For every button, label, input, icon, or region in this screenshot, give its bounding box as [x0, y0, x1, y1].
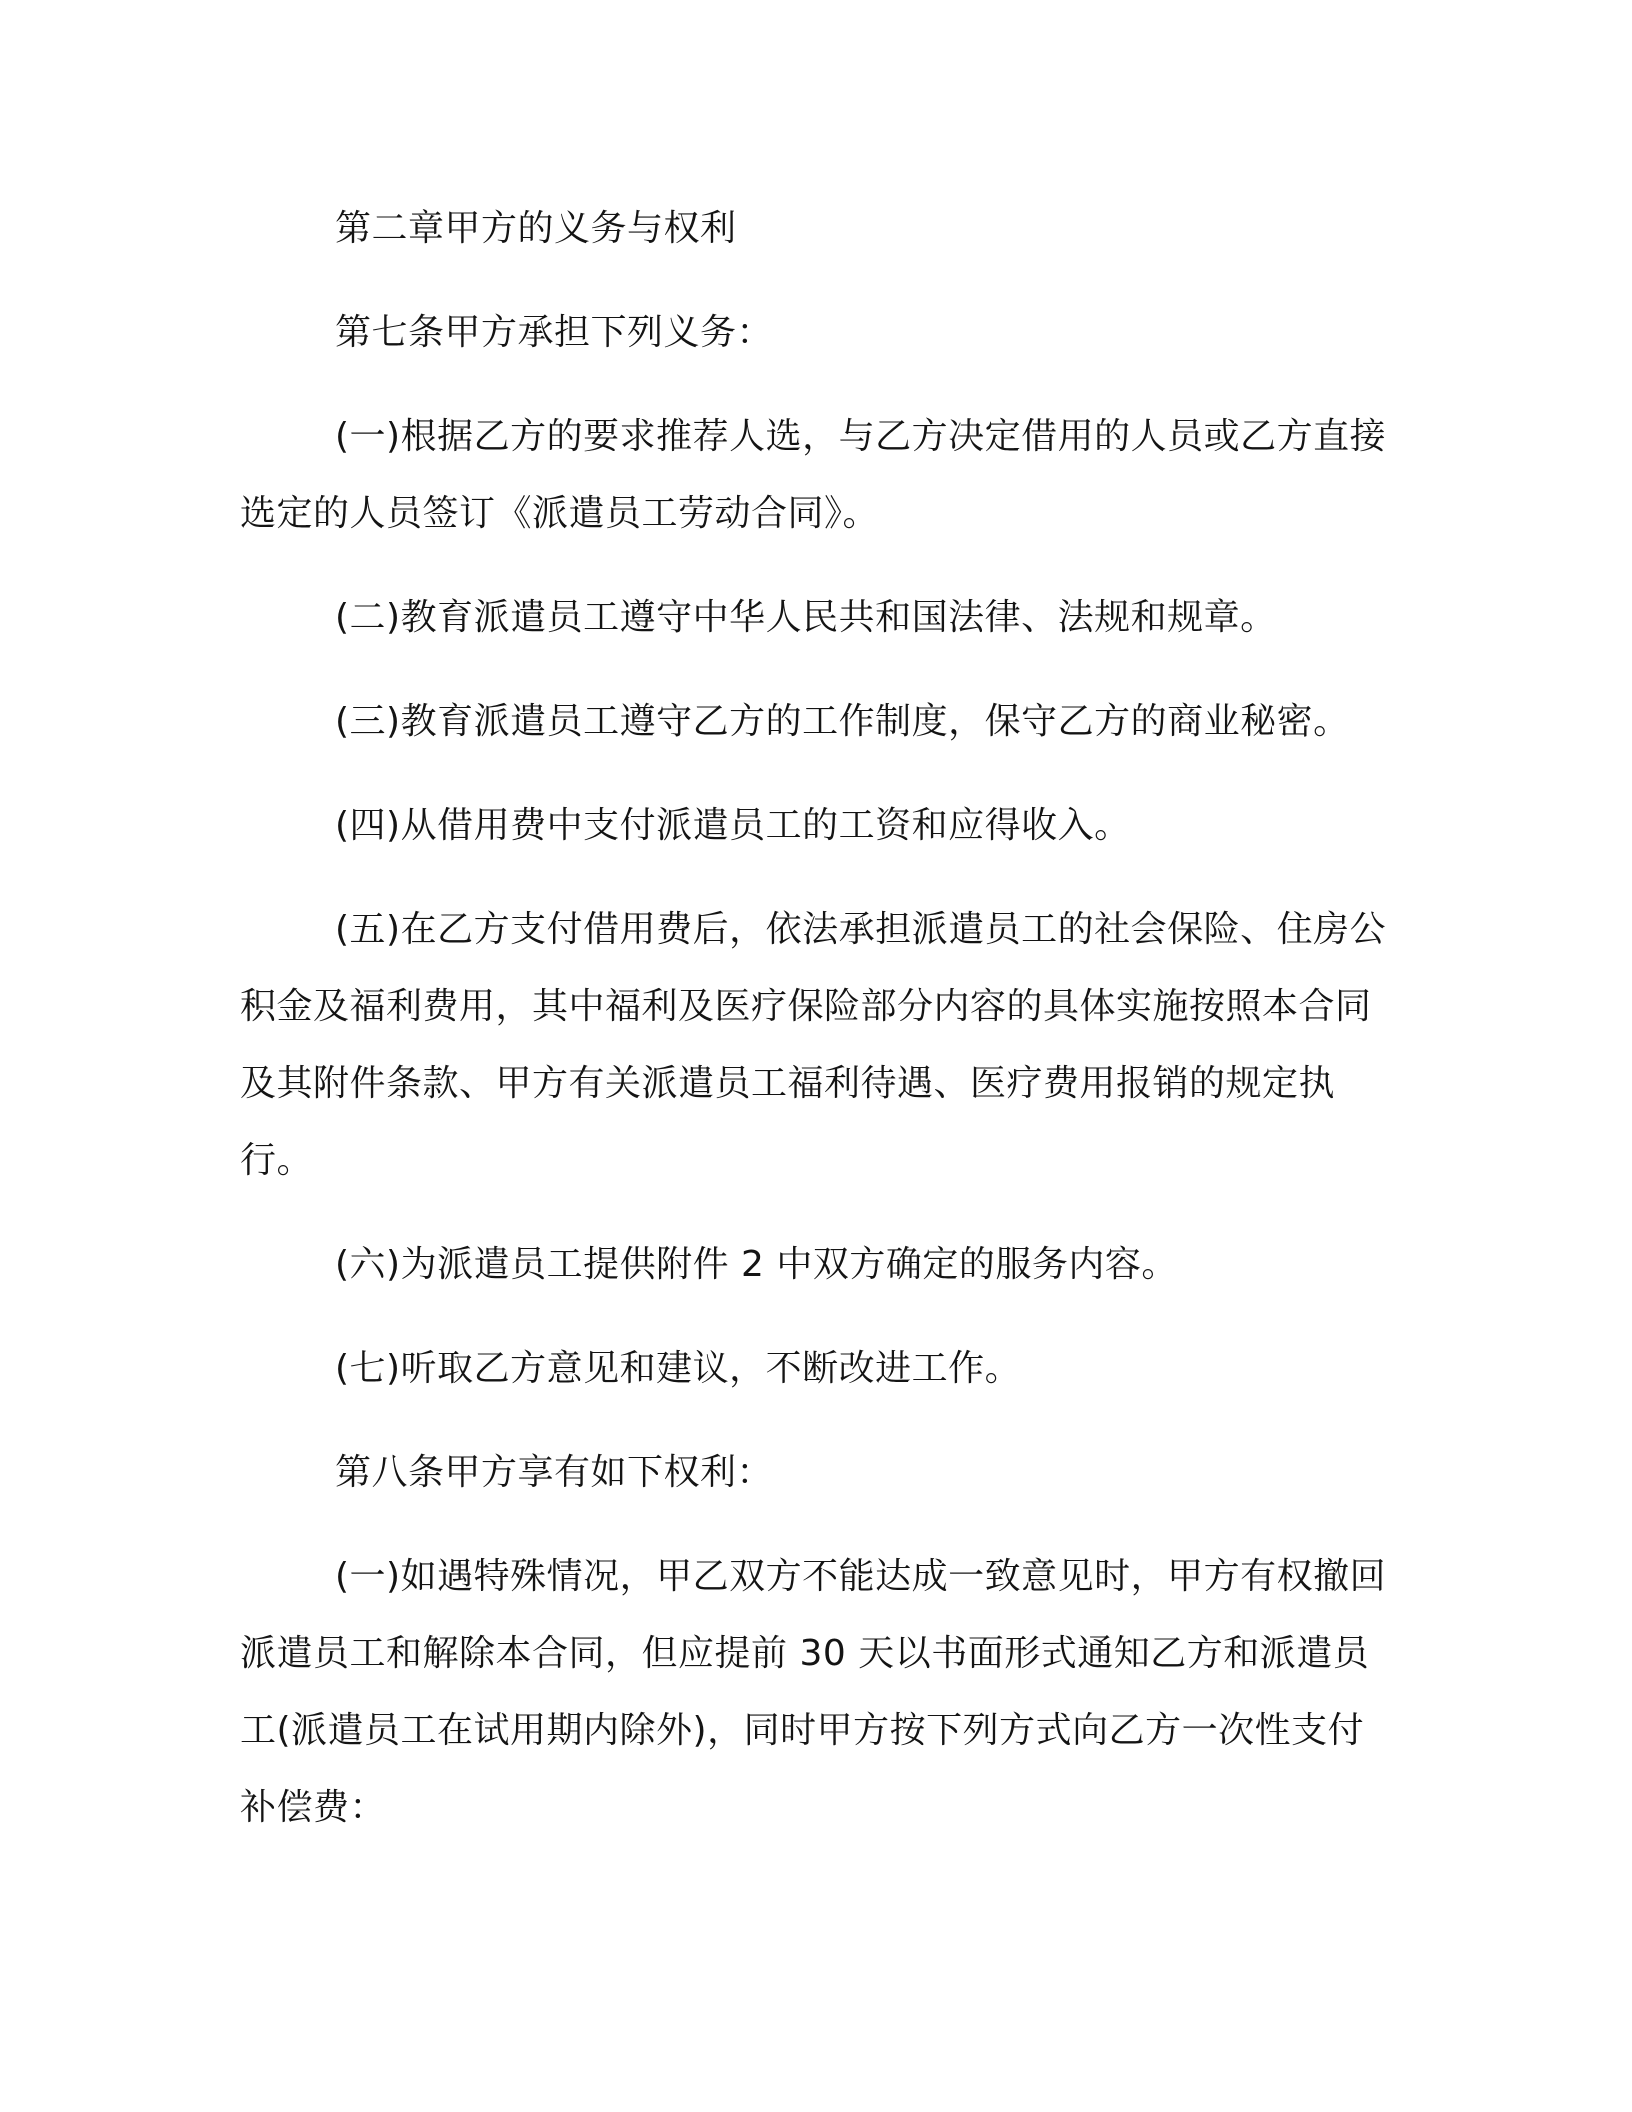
article-7-item-6: (六)为派遣员工提供附件 2 中双方确定的服务内容。 [335, 1244, 1178, 1285]
article-7-item-2: (二)教育派遣员工遵守中华人民共和国法律、法规和规章。 [335, 597, 1277, 638]
article-7-item-1: (一)根据乙方的要求推荐人选，与乙方决定借用的人员或乙方直接选定的人员签订《派遣员工劳动合同》。 [240, 416, 1387, 534]
chapter-heading: 第二章甲方的义务与权利 [335, 208, 737, 249]
article-7-item-5: (五)在乙方支付借用费后，依法承担派遣员工的社会保险、住房公积金及福利费用，其中福利及医疗保险部分内容的具体实施按照本合同及其附件条款、甲方有关派遣员工福利待遇、医疗费用报销的规定执行。 [240, 909, 1387, 1181]
article-7-heading: 第七条甲方承担下列义务： [335, 312, 774, 353]
article-8-item-1: (一)如遇特殊情况，甲乙双方不能达成一致意见时，甲方有权撤回派遣员工和解除本合同，但应提前 30 天以书面形式通知乙方和派遣员工(派遣员工在试用期内除外)，同时甲方按下列方式向乙方一次性支付补偿费： [240, 1556, 1387, 1828]
article-7-item-4: (四)从借用费中支付派遣员工的工资和应得收入。 [335, 805, 1131, 846]
article-8-heading: 第八条甲方享有如下权利： [335, 1452, 774, 1493]
article-7-item-3: (三)教育派遣员工遵守乙方的工作制度，保守乙方的商业秘密。 [335, 701, 1350, 742]
document-body [240, 190, 1390, 1873]
article-7-item-7: (七)听取乙方意见和建议，不断改进工作。 [335, 1348, 1022, 1389]
